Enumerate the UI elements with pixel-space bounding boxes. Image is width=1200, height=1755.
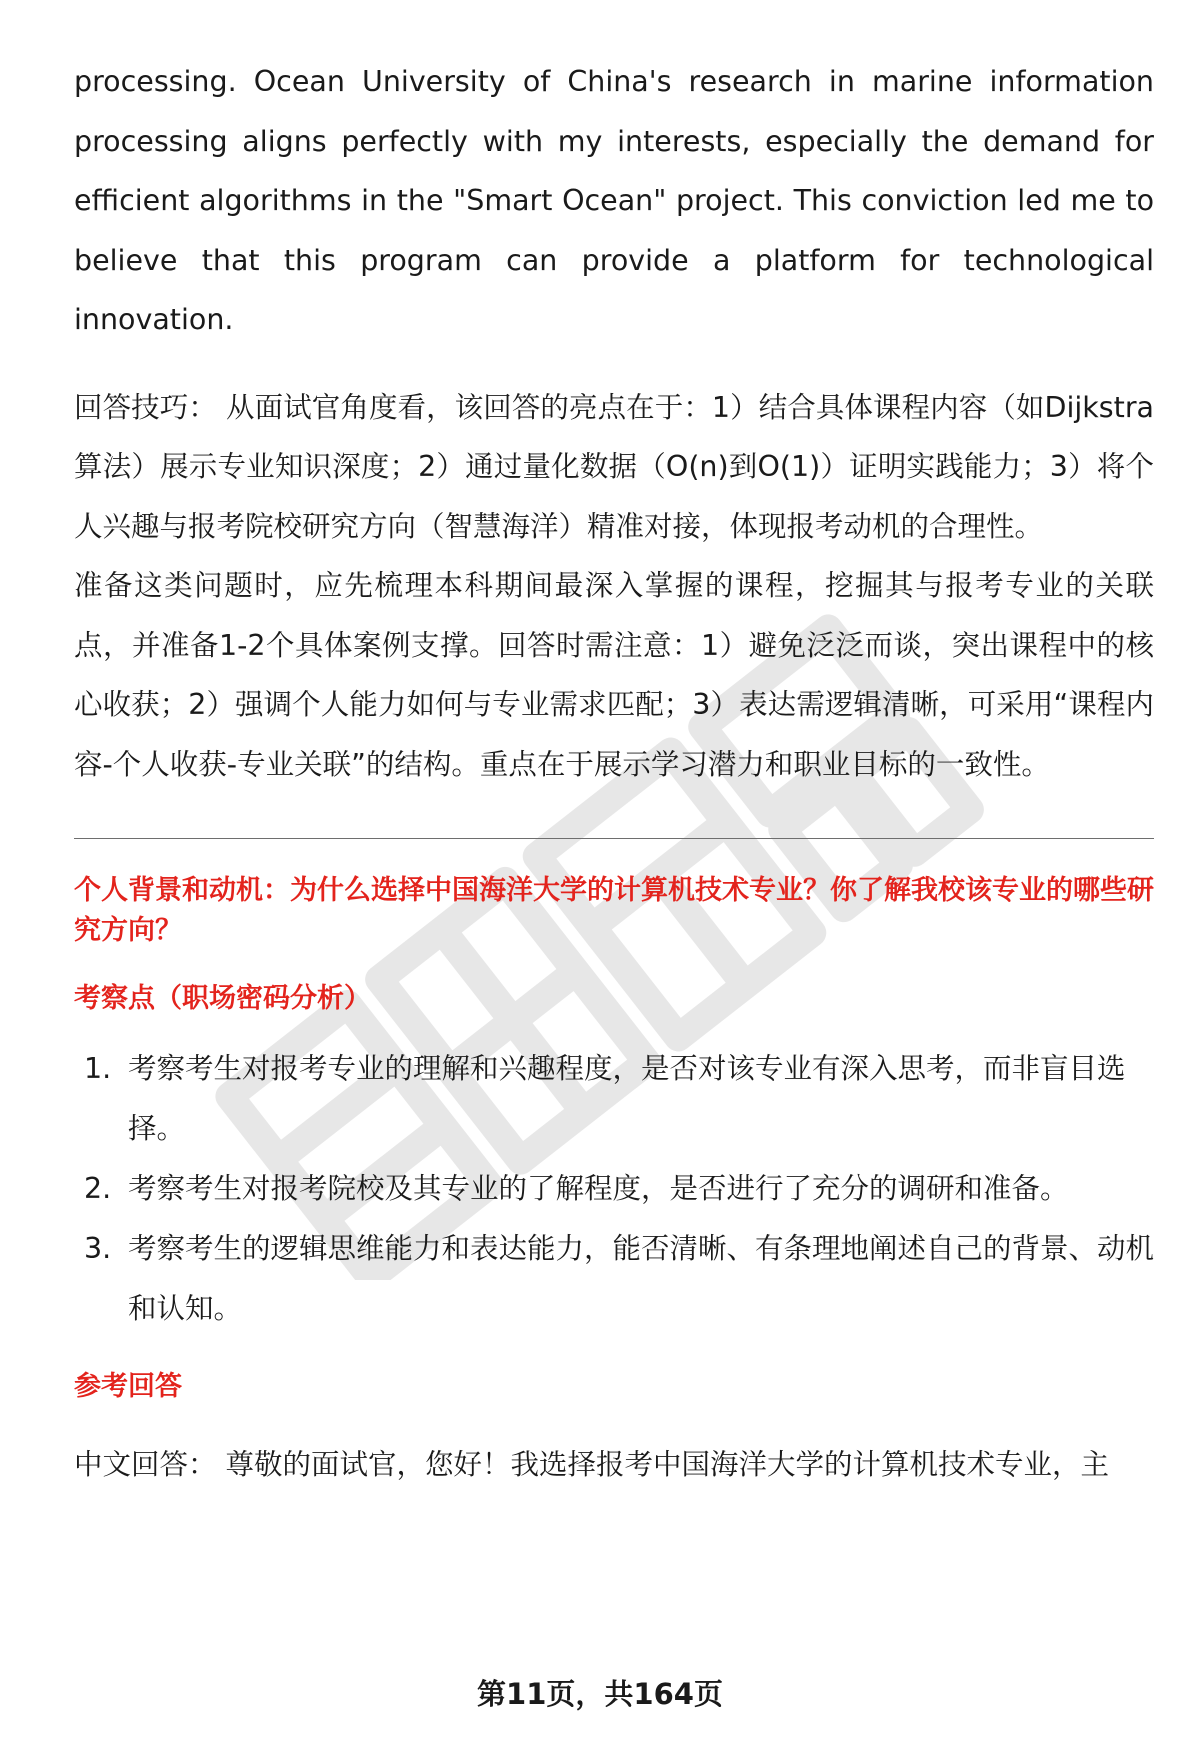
- english-answer-continuation: processing. Ocean University of China's research in marine information processing aligns perfectly with my interests, especially the demand for efficient algorithms in the "Smart Ocean" project. This conviction led me to believe that this program can provide a platform for technological innovation.: [74, 65, 1154, 336]
- page-number-footer: 第11页，共164页: [477, 1677, 723, 1711]
- answer-tips-paragraph: 回答技巧： 从面试官角度看，该回答的亮点在于：1）结合具体课程内容（如Dijkstra算法）展示专业知识深度；2）通过量化数据（O(n)到O(1)）证明实践能力；3）将个人兴趣与报考院校研究方向（智慧海洋）精准对接，体现报考动机的合理性。: [74, 390, 1154, 543]
- preparation-advice-paragraph: 准备这类问题时，应先梳理本科期间最深入掌握的课程，挖掘其与报考专业的关联点，并准备1-2个具体案例支撑。回答时需注意：1）避免泛泛而谈，突出课程中的核心收获；2）强调个人能力如何与专业需求匹配；3）表达需逻辑清晰，可采用“课程内容-个人收获-专业关联”的结构。重点在于展示学习潜力和职业目标的一致性。: [74, 569, 1154, 781]
- document-page: [74, 52, 1154, 1495]
- list-item: [74, 1159, 1154, 1219]
- reference-answer-text: 中文回答： 尊敬的面试官，您好！我选择报考中国海洋大学的计算机技术专业，主: [74, 1448, 1110, 1481]
- list-item-number: 1.: [84, 1052, 112, 1085]
- assessment-heading: 考察点（职场密码分析）: [74, 983, 371, 1014]
- list-item-number: 2.: [84, 1172, 112, 1205]
- list-item-text: 考察考生的逻辑思维能力和表达能力，能否清晰、有条理地阐述自己的背景、动机和认知。: [128, 1232, 1155, 1325]
- reference-answer-heading: 参考回答: [74, 1371, 182, 1402]
- list-item-text: 考察考生对报考专业的理解和兴趣程度，是否对该专业有深入思考，而非盲目选择。: [128, 1052, 1126, 1145]
- question-heading: 个人背景和动机：为什么选择中国海洋大学的计算机技术专业？你了解我校该专业的哪些研究方向？: [74, 875, 1154, 946]
- list-item: [74, 1219, 1154, 1339]
- assessment-points-list: [74, 1039, 1154, 1339]
- list-item: [74, 1039, 1154, 1159]
- section-divider: [74, 838, 1154, 839]
- list-item-text: 考察考生对报考院校及其专业的了解程度，是否进行了充分的调研和准备。: [128, 1172, 1069, 1205]
- list-item-number: 3.: [84, 1232, 112, 1265]
